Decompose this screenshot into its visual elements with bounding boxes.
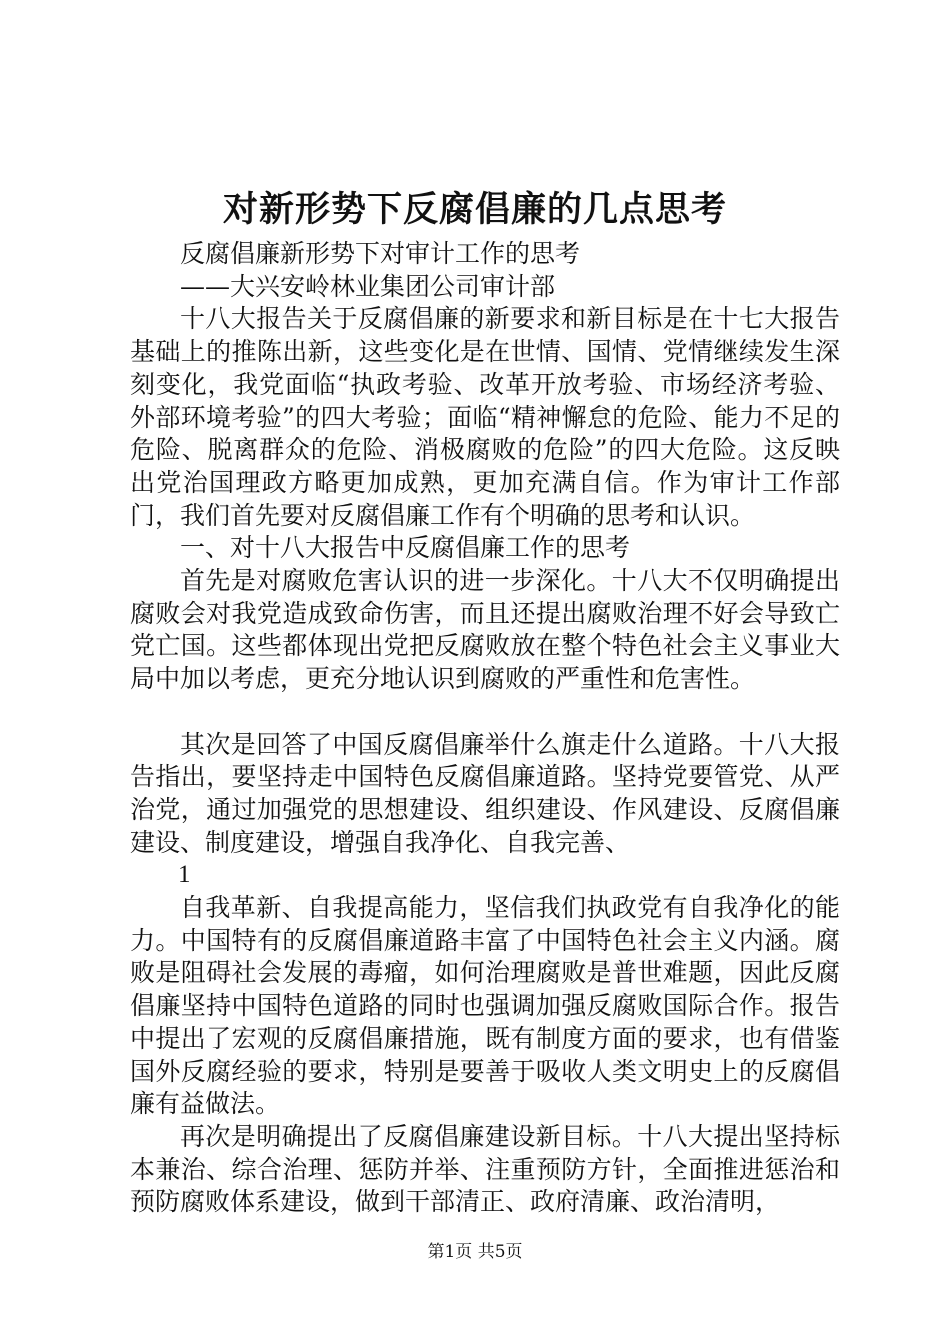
document-title: 对新形势下反腐倡廉的几点思考: [222, 190, 727, 230]
inline-page-number: 1: [178, 861, 191, 889]
paragraph-third-point: 再次是明确提出了反腐倡廉建设新目标。十八大提出坚持标本兼治、综合治理、惩防并举、注重预防方针，全面推进惩治和预防腐败体系建设，做到干部清正、政府清廉、政治清明，: [130, 1121, 840, 1217]
paragraph-first-point: 首先是对腐败危害认识的进一步深化。十八大不仅明确提出腐败会对我党造成致命伤害，而且还提出腐败治理不好会导致亡党亡国。这些都体现出党把反腐败放在整个特色社会主义事业大局中加以考虑，更充分地认识到腐败的严重性和危害性。: [130, 566, 840, 694]
subtitle: 反腐倡廉新形势下对审计工作的思考: [180, 239, 581, 268]
author-line: ——大兴安岭林业集团公司审计部: [180, 271, 556, 301]
paragraph-spacer: [130, 696, 840, 729]
paragraph-intro: 十八大报告关于反腐倡廉的新要求和新目标是在十七大报告基础上的推陈出新，这些变化是在世情、国情、党情继续发生深刻变化，我党面临“执政考验、改革开放考验、市场经济考验、外部环境考验”的四大考验；面临“精神懈怠的危险、能力不足的危险、脱离群众的危险、消极腐败的危险”的四大危险。这反映出党治国理政方略更加成熟，更加充满自信。作为审计工作部门，我们首先要对反腐倡廉工作有个明确的思考和认识。: [130, 304, 840, 530]
section-heading: 一、对十八大报告中反腐倡廉工作的思考: [180, 533, 631, 563]
page-footer: 第1页 共5页: [427, 1242, 523, 1262]
paragraph-second-point: 其次是回答了中国反腐倡廉举什么旗走什么道路。十八大报告指出，要坚持走中国特色反腐倡廉道路。坚持党要管党、从严治党，通过加强党的思想建设、组织建设、作风建设、反腐倡廉建设、制度建设，增强自我净化、自我完善、: [130, 729, 840, 857]
document-body: [130, 238, 840, 1219]
paragraph-continuation: 自我革新、自我提高能力，坚信我们执政党有自我净化的能力。中国特有的反腐倡廉道路丰富了中国特色社会主义内涵。腐败是阻碍社会发展的毒瘤，如何治理腐败是普世难题，因此反腐倡廉坚持中国特色道路的同时也强调加强反腐败国际合作。报告中提出了宏观的反腐倡廉措施，既有制度方面的要求，也有借鉴国外反腐经验的要求，特别是要善于吸收人类文明史上的反腐倡廉有益做法。: [130, 893, 840, 1119]
